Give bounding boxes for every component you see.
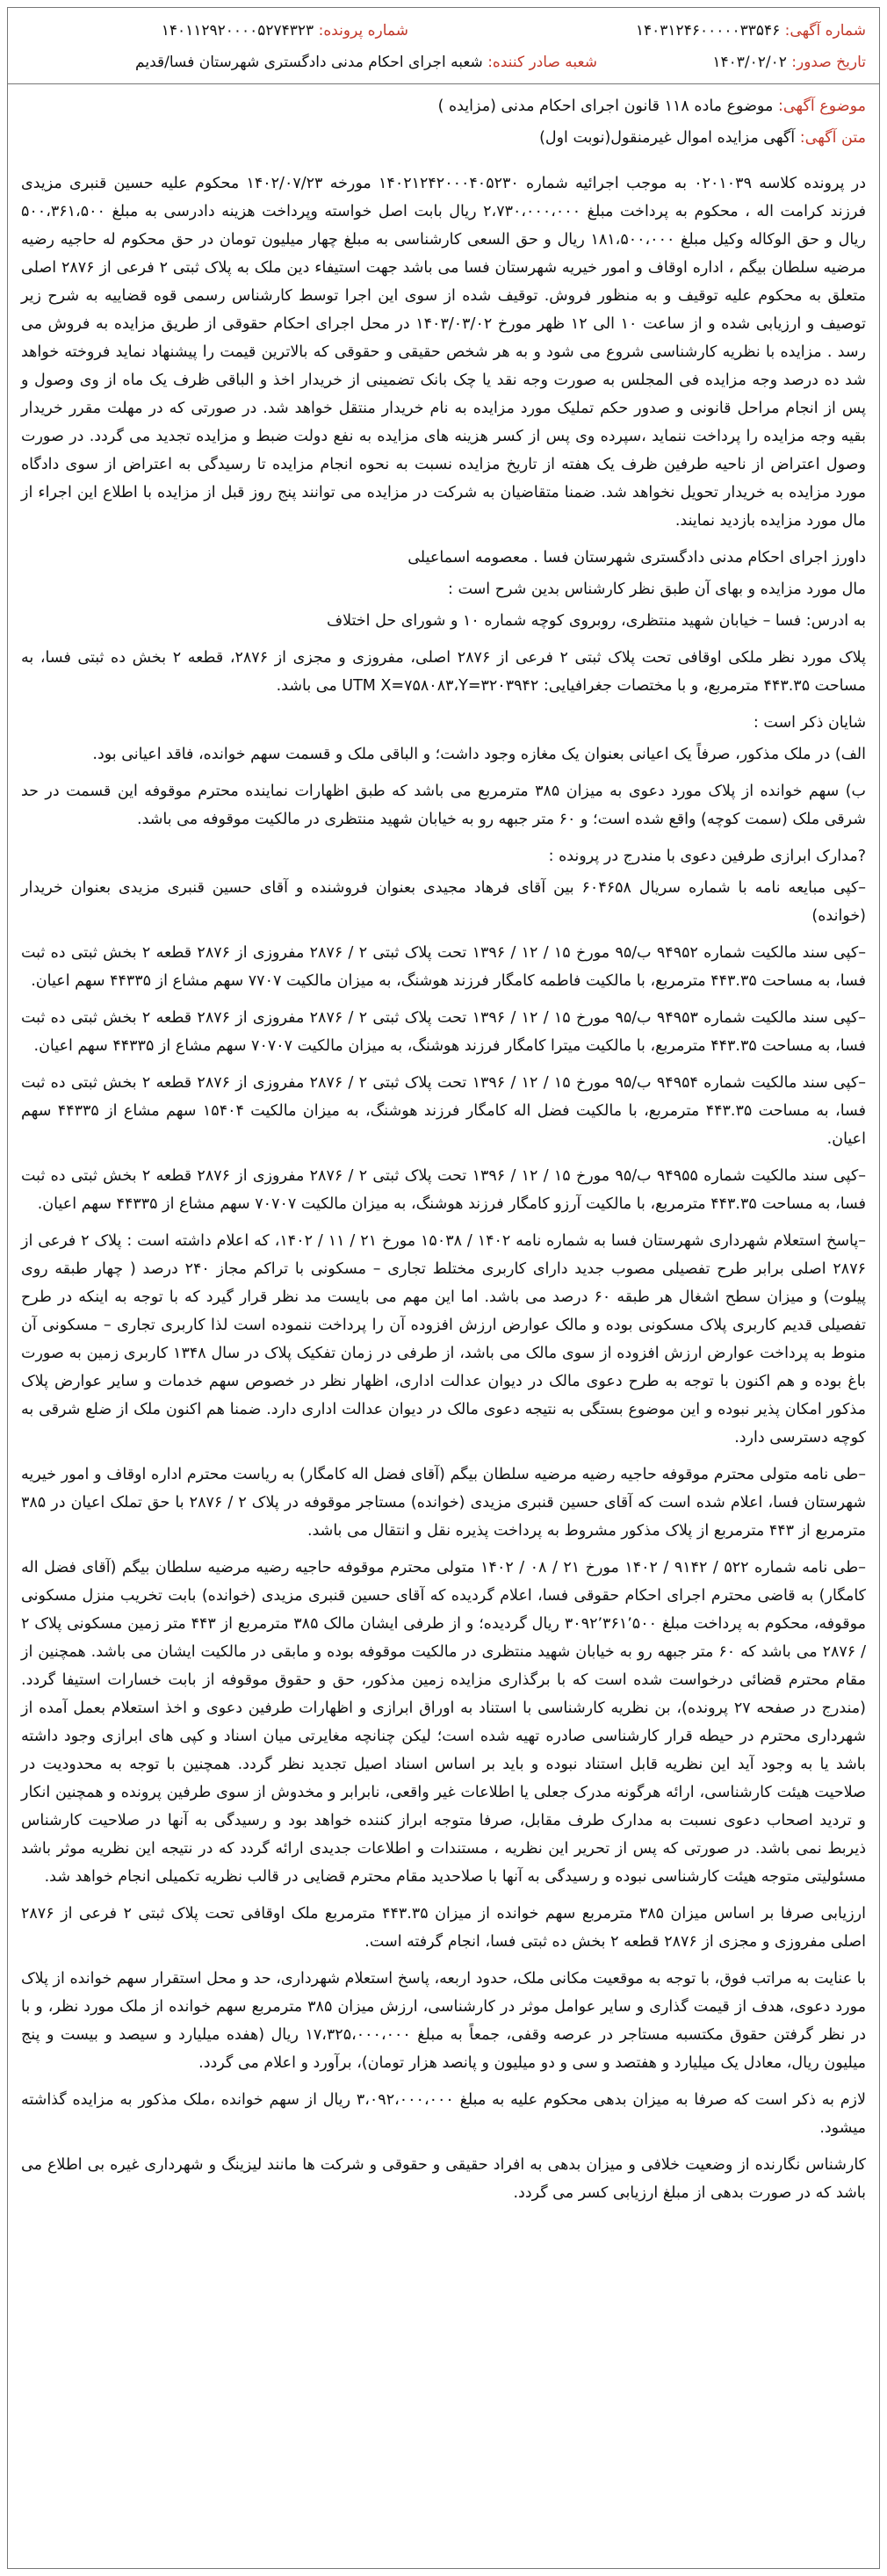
case-number-value: ۱۴۰۱۱۲۹۲۰۰۰۰۵۲۷۴۳۲۳ [161, 22, 314, 40]
paragraph-valuation: ارزیابی صرفا بر اساس میزان ۳۸۵ مترمربع سهم خوانده از میزان ۴۴۳.۳۵ مترمربع ملک اوقافی تحت پلاک ثبتی ۲ فرعی از ۲۸۷۶ اصلی مفروزی و مجزی از ۲۸۷۶ قطعه ۲ بخش ده ثبتی فسا، انجام گرفته است. [21, 1905, 866, 1951]
issue-date [712, 51, 866, 74]
paragraph-alef: الف) در ملک مذکور، صرفاً یک اعیانی بعنوان یک مغازه وجود داشت؛ و الباقی ملک و قسمت سهم خوانده، فاقد اعیانی بود. [92, 746, 866, 763]
paragraph-auction-terms: در پرونده کلاسه ۰۲۰۱۰۳۹ به موجب اجرائیه شماره ۱۴۰۲۱۲۴۲۰۰۰۴۰۵۲۳۰ مورخه ۱۴۰۲/۰۷/۲۳ محکوم علیه حسین قنبری مزیدی فرزند کرامت اله ، محکوم به پرداخت مبلغ ۲،۷۳۰،۰۰۰،۰۰۰ ریال بابت اصل خواسته وپرداخت هزینه دادرسی به مبلغ ۵۰۰،۳۶۱،۵۰۰ ریال و حق الوکاله وکیل مبلغ ۱۸۱،۵۰۰،۰۰۰ ریال و حق السعی کارشناسی به مبلغ چهار میلیون تومان در حق محکوم له حاجیه رضیه مرضیه سلطان بیگم ، اداره اوقاف و امور خیریه شهرستان فسا می باشد جهت استیفاء دین ملک به پلاک ثبتی ۲ فرعی از ۲۸۷۶ اصلی متعلق به محکوم علیه توقیف و به منظور فروش. توقیف شده از سوی این اجرا توسط کارشناس رسمی قوه قضاییه به شرح زیر توصیف و ارزیابی شده و از ساعت ۱۰ الی ۱۲ ظهر مورخ ۱۴۰۳/۰۳/۰۲ در محل اجرای احکام حقوقی از طریق مزایده به فروش می رسد . مزایده با نظریه کارشناسی شروع می شود و به هر شخص حقیقی و حقوقی که بالاترین قیمت را پیشنهاد نماید فروخته خواهد شد ده درصد وجه مزایده فی المجلس به صورت وجه نقد یا چک بانک تضمینی از خریدار اخذ و الباقی ظرف یک ماه از وی وصول و پس از انجام مراحل قانونی و صدور حکم تملیک مورد مزایده به نام خریدار منتقل خواهد شد. در صورتی که در مهلت مقرر خریدار بقیه وجه مزایده را پرداخت ننماید ،سپرده وی پس از کسر هزینه های مزایده به نفع دولت ضبط و مزایده تجدید می گردد. در صورت وصول اعتراض از ناحیه طرفین ظرف یک هفته از تاریخ مزایده نسبت به نحوه انجام مزایده تا رسیدگی به اعتراض از سوی دادگاه مورد مزایده به خریدار تحویل نخواهد شد. ضمنا متقاضیان به شرکت در مزایده می توانند پنج روز قبل از مزایده با اطلاع این اجراء از مال مورد مزایده بازدید نمایند. [21, 175, 867, 530]
paragraph-trustee: –طی نامه متولی محترم موقوفه حاجیه رضیه مرضیه سلطان بیگم (آقای فضل اله کامگار) به ریاست محترم اداره اوقاف و امور خیریه شهرستان فسا، اعلام شده است که آقای حسین قنبری مزیدی (خوانده) مستاجر موقوفه در پلاک ۲ / ۲۸۷۶ با حق تملک اعیان در ۳۸۵ مترمربع از ۴۴۳ مترمربع از پلاک مذکور مشروط به پرداخت پذیره نقل و انتقال می باشد. [21, 1466, 866, 1540]
header-divider [7, 83, 880, 84]
ad-number [636, 19, 866, 42]
document-item: –کپی سند مالکیت شماره ۹۴۹۵۲ ب/۹۵ مورخ ۱۵ / ۱۲ / ۱۳۹۶ تحت پلاک ثبتی ۲ / ۲۸۷۶ مفروزی از ۲۸۷۶ قطعه ۲ بخش ثبتی ده ثبت فسا، به مساحت ۴۴۳.۳۵ مترمربع، با مالکیت فاطمه کامگار فرزند هوشنگ، به میزان مالکیت ۷۷۰۷ سهم مشاع از ۴۴۳۳۵ سهم اعیان. [21, 944, 866, 990]
document-item: –کپی سند مالکیت شماره ۹۴۹۵۳ ب/۹۵ مورخ ۱۵ / ۱۲ / ۱۳۹۶ تحت پلاک ثبتی ۲ / ۲۸۷۶ مفروزی از ۲۸۷۶ قطعه ۲ بخش ثبتی ده ثبت فسا، به مساحت ۴۴۳.۳۵ مترمربع، با مالکیت میترا کامگار فرزند هوشنگ، به میزان مالکیت ۷۰۷۰۷ سهم مشاع از ۴۴۳۳۵ سهم اعیان. [21, 1009, 866, 1055]
document-item: –کپی مبایعه نامه با شماره سریال ۶۰۴۶۵۸ بین آقای فرهاد مجیدی بعنوان فروشنده و آقای حسین قنبری مزیدی بعنوان خریدار (خوانده) [21, 879, 866, 925]
subject-label: موضوع آگهی: [777, 97, 866, 115]
paragraph-plate: پلاک مورد نظر ملکی اوقافی تحت پلاک ثبتی ۲ فرعی از ۲۸۷۶ اصلی، مفروزی و مجزی از ۲۸۷۶، قطعه ۲ بخش ده ثبتی فسا، به مساحت ۴۴۳.۳۵ مترمربع، و با مختصات جغرافیایی: UTM X=۷۵۸۰۸۳،Y=۳۲۰۳۹۴۲ می باشد. [21, 649, 866, 695]
subject-value: موضوع ماده ۱۱۸ قانون اجرای احکام مدنی (مزایده ) [437, 97, 774, 115]
signature-line: داورز اجرای احکام مدنی دادگستری شهرستان فسا . معصومه اسماعیلی [407, 549, 866, 566]
appraisal-intro: مال مورد مزایده و بهای آن طبق نظر کارشناس بدین شرح است : [448, 581, 866, 598]
text-label: متن آگهی: [799, 129, 866, 147]
property-address: به ادرس: فسا – خیابان شهید منتظری، روبروی کوچه شماره ۱۰ و شورای حل اختلاف [326, 612, 866, 630]
ad-content [21, 92, 866, 2216]
paragraph-total: با عنایت به مراتب فوق، با توجه به موقعیت مکانی ملک، حدود اربعه، پاسخ استعلام شهرداری، حد و محل استقرار سهم خوانده از پلاک مورد دعوی، هدف از قیمت گذاری و سایر عوامل موثر در کارشناسی، ارزش میزان ۳۸۵ مترمربع سهم خوانده از ملک مورد نظر، و با در نظر گرفتن حقوق مکتسبه مستاجر در عرصه وقفی، جمعاً به مبلغ ۱۷،۳۲۵،۰۰۰،۰۰۰ ریال (هفده میلیارد و سیصد و بیست و پنج میلیون ریال، معادل یک میلیارد و هفتصد و سی و دو میلیون و پانصد هزار تومان)، برآورد و اعلام می گردد. [21, 1970, 866, 2072]
subject-line [21, 92, 866, 120]
paragraph-disclaimer: کارشناس نگارنده از وضعیت خلافی و میزان بدهی به افراد حقیقی و حقوقی و شرکت ها مانند لیزینگ و شهرداری غیره بی اطلاع می باشد که در صورت بدهی از مبلغ ارزیابی کسر می گردد. [21, 2156, 866, 2202]
issue-date-value: ۱۴۰۳/۰۲/۰۲ [712, 54, 787, 71]
ad-number-label: شماره آگهی: [784, 22, 866, 40]
text-title-line [21, 124, 866, 152]
issuer-value: شعبه اجرای احکام مدنی دادگستری شهرستان فسا/قدیم [135, 54, 483, 71]
paragraph-be: ب) سهم خوانده از پلاک مورد دعوی به میزان ۳۸۵ مترمربع می باشد که طبق اظهارات نماینده محترم موقوفه این قسمت در حد شرقی ملک (سمت کوچه) واقع شده است؛ و ۶۰ متر جبهه رو به خیابان شهید منتظری در مالکیت موقوفه می باشد. [21, 783, 866, 828]
documents-label: ?مدارک ابرازی طرفین دعوی با مندرج در پرونده : [548, 848, 866, 865]
document-item: –کپی سند مالکیت شماره ۹۴۹۵۵ ب/۹۵ مورخ ۱۵ / ۱۲ / ۱۳۹۶ تحت پلاک ثبتی ۲ / ۲۸۷۶ مفروزی از ۲۸۷۶ قطعه ۲ بخش ثبتی ده ثبت فسا، به مساحت ۴۴۳.۳۵ مترمربع، با مالکیت آرزو کامگار فرزند هوشنگ، به میزان مالکیت ۷۰۷۰۷ سهم مشاع از ۴۴۳۳۵ سهم اعیان. [21, 1167, 866, 1213]
issuer-label: شعبه صادر کننده: [487, 54, 597, 71]
issuer [135, 51, 597, 74]
issue-date-label: تاریخ صدور: [791, 54, 866, 71]
text-title: آگهی مزایده اموال غیرمنقول(نوبت اول) [539, 129, 796, 147]
paragraph-debt: لازم به ذکر است که صرفا به میزان بدهی محکوم علیه به مبلغ ۳،۰۹۲،۰۰۰،۰۰۰ ریال از سهم خوانده ،ملک مذکور به مزایده گذاشته میشود. [21, 2091, 866, 2137]
case-number-label: شماره پرونده: [318, 22, 408, 40]
paragraph-letter: –طی نامه شماره ۵۲۲ / ۹۱۴۲ / ۱۴۰۲ مورخ ۲۱ / ۰۸ / ۱۴۰۲ متولی محترم موقوفه حاجیه رضیه مرضیه سلطان بیگم (آقای فضل اله کامگار) به قاضی محترم اجرای احکام حقوقی فسا، اعلام گردیده که آقای حسین قنبری مزیدی (خوانده) بابت تخریب منزل مسکونی موقوفه، محکوم به پرداخت مبلغ ۳۰۹۲٬۳۶۱٬۵۰۰ ریال گردیده؛ و از طرفی ایشان مالک ۳۸۵ مترمربع از ۴۴۳ متر زمین مسکونی پلاک ۲ / ۲۸۷۶ می باشد که ۶۰ متر جبهه رو به خیابان شهید منتظری در مالکیت موقوفه بوده و مابقی در مالکیت ایشان می باشد. همچنین از مقام محترم قضائی درخواست شده است که با برگذاری مزایده زمین مذکور، حق و حقوق موقوفه از بابت خسارات استیفا گردد. (مندرج در صفحه ۲۷ پرونده)، بن نظریه کارشناسی با استناد به اوراق ابرازی و اظهارات طرفین دعوی و اخذ استعلام بعمل آمده از شهرداری محترم در حیطه قرار کارشناسی صادره تهیه شده است؛ لیکن چنانچه مغایرتی میان اسناد و کپی های ابرازی وجود داشته باشد یا به وجود آید این نظریه قابل استناد نبوده و باید بر اساس اسناد اصیل تجدید نظر گردد. همچنین با توجه به محدودیت در صلاحیت هیئت کارشناسی، ارائه هرگونه مدرک جعلی یا اطلاعات غیر واقعی، نابرابر و مخدوش از سوی طرفین پرونده و همچنین انکار و تردید اصحاب دعوی نسبت به مدارک طرف مقابل، صرفا متوجه ابراز کننده خواهد بود و رسیدگی به آنها در صلاحیت کارشناس ذیربط نمی باشد. در صورتی که پس از تحریر این نظریه ، مستندات و اطلاعات جدیدی ارائه گردد که در نتیجه این نظریه موثر باشد مسئولیتی متوجه هیئت کارشناسی نبوده و رسیدگی به آنها با صلاحدید مقام محترم قضایی در قالب نظریه تکمیلی انجام خواهد شد. [21, 1559, 867, 1886]
document-item: –کپی سند مالکیت شماره ۹۴۹۵۴ ب/۹۵ مورخ ۱۵ / ۱۲ / ۱۳۹۶ تحت پلاک ثبتی ۲ / ۲۸۷۶ مفروزی از ۲۸۷۶ قطعه ۲ بخش ثبتی ده ثبت فسا، به مساحت ۴۴۳.۳۵ مترمربع، با مالکیت فضل اله کامگار فرزند هوشنگ، به میزان مالکیت ۱۵۴۰۴ سهم مشاع از ۴۴۳۳۵ سهم اعیان. [21, 1074, 867, 1148]
case-number [162, 19, 408, 42]
noted-label: شایان ذکر است : [753, 714, 866, 732]
paragraph-municipality: –پاسخ استعلام شهرداری شهرستان فسا به شماره نامه ۱۴۰۲ / ۱۵۰۳۸ مورخ ۲۱ / ۱۱ / ۱۴۰۲، که اعلام داشته است : پلاک ۲ فرعی از ۲۸۷۶ اصلی برابر طرح تفصیلی مصوب جدید دارای کاربری مختلط تجاری – مسکونی با تراکم مجاز ۲۴۰ درصد ( چهار طبقه روی پیلوت) و میزان سطح اشغال هر طبقه ۶۰ درصد می باشد. اما این مهم می بایست مد نظر قرار گیرد که با توجه به اینکه در طرح تفصیلی قدیم کاربری پلاک مسکونی بوده و مالک عوارض ارزش افزوده آن را پرداخت ننموده است لذا کاربری تجاری – مسکونی آن منوط به پرداخت عوارض ارزش افزوده از سوی مالک می باشد، از طرفی در زمان تفکیک پلاک در سال ۱۳۴۸ کاربری زمین به صورت باغ بوده و هم اکنون با توجه به طرح دعوی مالک در دیوان عدالت اداری، اظهار نظر در خصوص سهم خدمات و سایر عوارض پلاک مذکور امکان پذیر نبوده و این موضوع بستگی به نتیجه دعوی مالک در دیوان عدالت اداری دارد. ضمنا هم اکنون ملک از ضلع شرقی به کوچه دسترسی دارد. [21, 1232, 867, 1447]
ad-number-value: ۱۴۰۳۱۲۴۶۰۰۰۰۰۳۳۵۴۶ [635, 22, 781, 40]
